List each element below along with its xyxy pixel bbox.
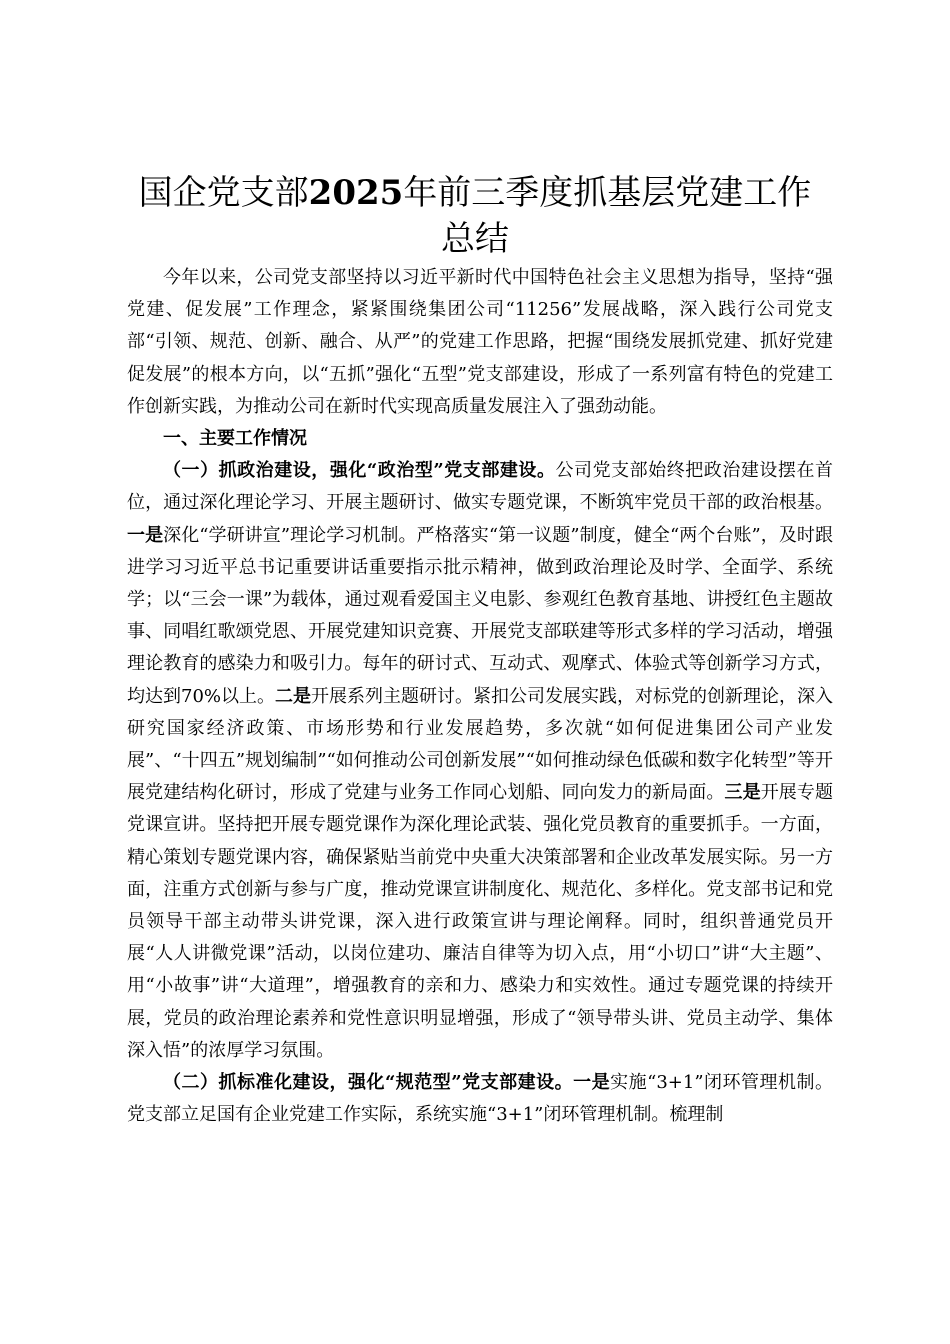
- paragraph-political-construction: [127, 455, 833, 1067]
- enumeration-marker: 一是: [127, 524, 164, 546]
- enumeration-marker: 二是: [275, 685, 312, 707]
- subsection-heading-standardization: （二）抓标准化建设，强化“规范型”党支部建设。: [163, 1072, 574, 1094]
- paragraph-standardization: [127, 1067, 833, 1131]
- paragraph-text: 开展专题党课宣讲。坚持把开展专题党课作为深化理论武装、强化党员教育的重要抓手。一方面，精心策划专题党课内容，确保紧贴当前党中央重大决策部署和企业改革发展实际。另一方面，注重方式创新与参与广度，推动党课宣讲制度化、规范化、多样化。党支部书记和党员领导干部主动带头讲党课，深入进行政策宣讲与理论阐释。同时，组织普通党员开展“人人讲微党课”活动，以岗位建功、廉洁自律等为切入点，用“小切口”讲“大主题”、用“小故事”讲“大道理”，增强教育的亲和力、感染力和实效性。通过专题党课的持续开展，党员的政治理论素养和党性意识明显增强，形成了“领导带头讲、党员主动学、集体深入悟”的浓厚学习氛围。: [127, 782, 834, 1061]
- paragraph-text: 实施“3+1”闭环管理机制。党支部立足国有企业党建工作实际，系统实施“3+1”闭环管理机制。梳理制: [127, 1072, 834, 1126]
- document-title-line-2: 总结: [441, 219, 509, 259]
- title-prefix: 国企党支部: [138, 173, 309, 213]
- paragraph-text: 公司党支部始终把政治建设摆在首位，通过深化理论学习、开展主题研讨、做实专题党课，不断筑牢党员干部的政治根基。: [127, 460, 833, 514]
- title-suffix: 年前三季度抓基层党建工作: [403, 173, 812, 213]
- title-year: 2025: [308, 173, 404, 213]
- subsection-heading-political: （一）抓政治建设，强化“政治型”党支部建设。: [163, 460, 556, 482]
- document-body: [127, 262, 833, 1131]
- enumeration-marker: 三是: [724, 782, 761, 804]
- enumeration-marker: 一是: [573, 1072, 611, 1094]
- paragraph-text: 开展系列主题研讨。紧扣公司发展实践，对标党的创新理论，深入研究国家经济政策、市场形势和行业发展趋势，多次就“如何促进集团公司产业发展”、“十四五”规划编制”“如何推动公司创新发展”“如何推动绿色低碳和数字化转型”等开展党建结构化研讨，形成了党建与业务工作同心划船、同向发力的新局面。: [127, 685, 834, 804]
- intro-paragraph: 今年以来，公司党支部坚持以习近平新时代中国特色社会主义思想为指导，坚持“强党建、促发展”工作理念，紧紧围绕集团公司“11256”发展战略，深入践行公司党支部“引领、规范、创新、融合、从严”的党建工作思路，把握“围绕发展抓党建、抓好党建促发展”的根本方向，以“五抓”强化“五型”党支部建设，形成了一系列富有特色的党建工作创新实践，为推动公司在新时代实现高质量发展注入了强劲动能。: [127, 267, 833, 417]
- section-heading-main-work: 一、主要工作情况: [163, 428, 307, 450]
- document-title-line-1: [110, 170, 840, 216]
- paragraph-text: 深化“学研讲宣”理论学习机制。严格落实“第一议题”制度，健全“两个台账”，及时跟进学习习近平总书记重要讲话重要指示批示精神，做到政治理论及时学、全面学、系统学；以“三会一课”为载体，通过观看爱国主义电影、参观红色教育基地、讲授红色主题故事、同唱红歌颂党恩、开展党建知识竞赛、开展党支部联建等形式多样的学习活动，增强理论教育的感染力和吸引力。每年的研讨式、互动式、观摩式、体验式等创新学习方式，均达到70%以上。: [127, 524, 833, 707]
